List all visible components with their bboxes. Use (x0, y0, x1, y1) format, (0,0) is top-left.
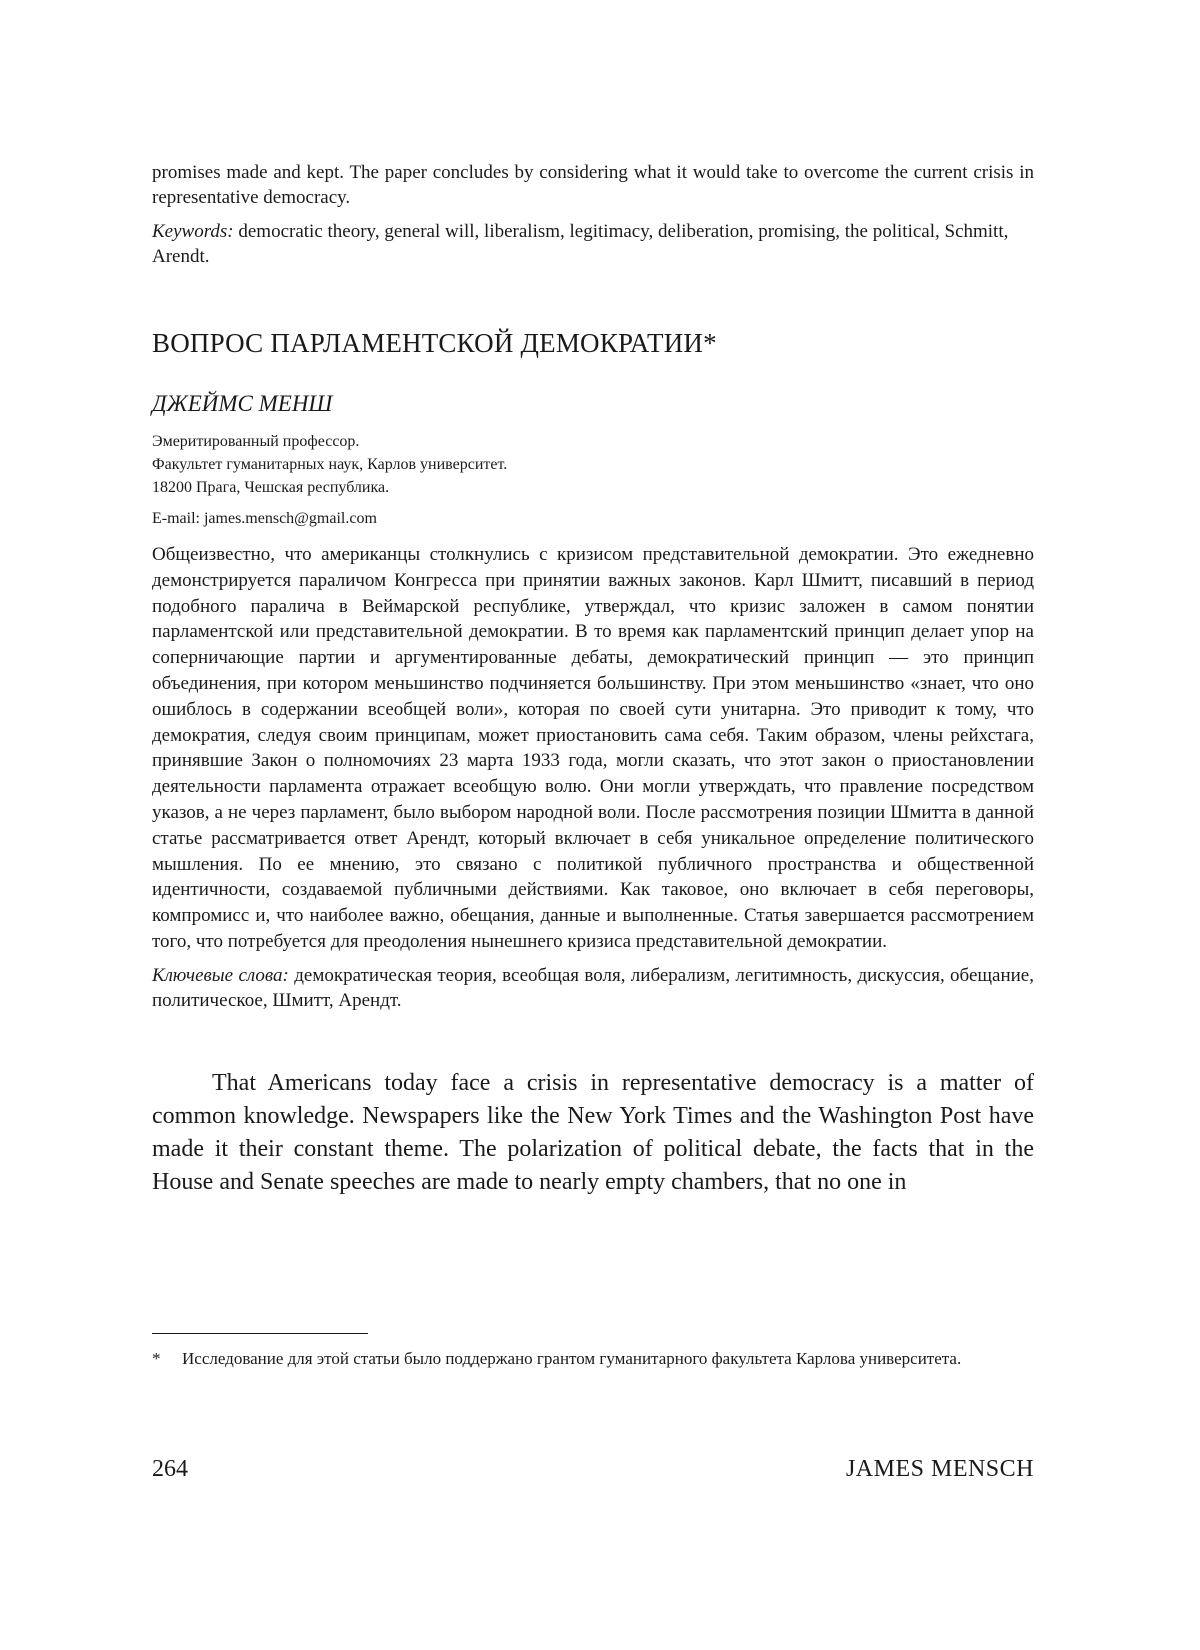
author-affiliation (152, 430, 1034, 499)
russian-abstract: Общеизвестно, что американцы столкнулись с кризисом представительной демократии. Это ежедневно демонстрируется параличом Конгресса при принятии важных законов. Карл Шмитт, писавший в период подобного паралича в Веймарской республике, утверждал, что кризис заложен в самом понятии парламентской или представительной демократии. В то время как парламентский принцип делает упор на соперничающие партии и аргументированные дебаты, демократический принцип — это принцип объединения, при котором меньшинство подчиняется большинству. При этом меньшинство «знает, что оно ошиблось в содержании всеобщей воли», которая по своей сути унитарна. Это приводит к тому, что демократия, следуя своим принципам, может приостановить сама себя. Таким образом, члены рейхстага, принявшие Закон о полномочиях 23 марта 1933 года, могли сказать, что этот закон о приостановлении деятельности парламента отражает всеобщую волю. Они могли утверждать, что правление посредством указов, а не через парламент, было выбором народной воли. После рассмотрения позиции Шмитта в данной статье рассматривается ответ Арендт, который включает в себя уникальное определение политического мышления. По ее мнению, это связано с политикой публичного пространства и общественной идентичности, создаваемой публичными действиями. Как таковое, оно включает в себя переговоры, компромисс и, что наиболее важно, обещания, данные и выполненные. Статья завершается рассмотрением того, что потребуется для преодоления нынешнего кризиса представительной демократии. (152, 544, 1034, 952)
russian-keywords (152, 963, 1034, 1013)
affiliation-line: 18200 Прага, Чешская республика. (152, 479, 390, 496)
russian-author: ДЖЕЙМС МЕНШ (152, 391, 333, 416)
page-content (152, 160, 1034, 1199)
affiliation-line: Эмеритированный профессор. (152, 433, 360, 450)
page-number: 264 (152, 1456, 188, 1482)
author-email: E-mail: james.mensch@gmail.com (152, 510, 377, 527)
footnote-mark: * (152, 1349, 161, 1368)
body-paragraph: That Americans today face a crisis in representative democracy is a matter of common knowledge. Newspapers like the New York Times and the Washington Post have made it their constant theme. The polarization of political debate, the facts that in the House and Senate speeches are made to nearly empty chambers, that no one in (152, 1069, 1034, 1195)
russian-title: ВОПРОС ПАРЛАМЕНТСКОЙ ДЕМОКРАТИИ* (152, 328, 717, 358)
page-footer (152, 1454, 1034, 1484)
affiliation-line: Факультет гуманитарных наук, Карлов университет. (152, 456, 508, 473)
footnote-text: Исследование для этой статьи было поддержано грантом гуманитарного факультета Карлова университета. (182, 1349, 962, 1368)
russian-keywords-list: демократическая теория, всеобщая воля, либерализм, легитимность, дискуссия, обещание, политическое, Шмитт, Арендт. (152, 964, 1034, 1011)
russian-keywords-label: Ключевые слова: (152, 964, 289, 986)
footnote-divider (152, 1333, 368, 1334)
english-keywords (152, 219, 1034, 269)
english-abstract-tail: promises made and kept. The paper concludes by considering what it would take to overcome the current crisis in representative democracy. (152, 162, 1034, 208)
english-keywords-label: Keywords: (152, 221, 234, 242)
footnote (152, 1346, 1034, 1371)
running-head: JAMES MENSCH (845, 1456, 1034, 1482)
english-keywords-list: democratic theory, general will, liberalism, legitimacy, deliberation, promising, the political, Schmitt, Arendt. (152, 221, 1009, 267)
